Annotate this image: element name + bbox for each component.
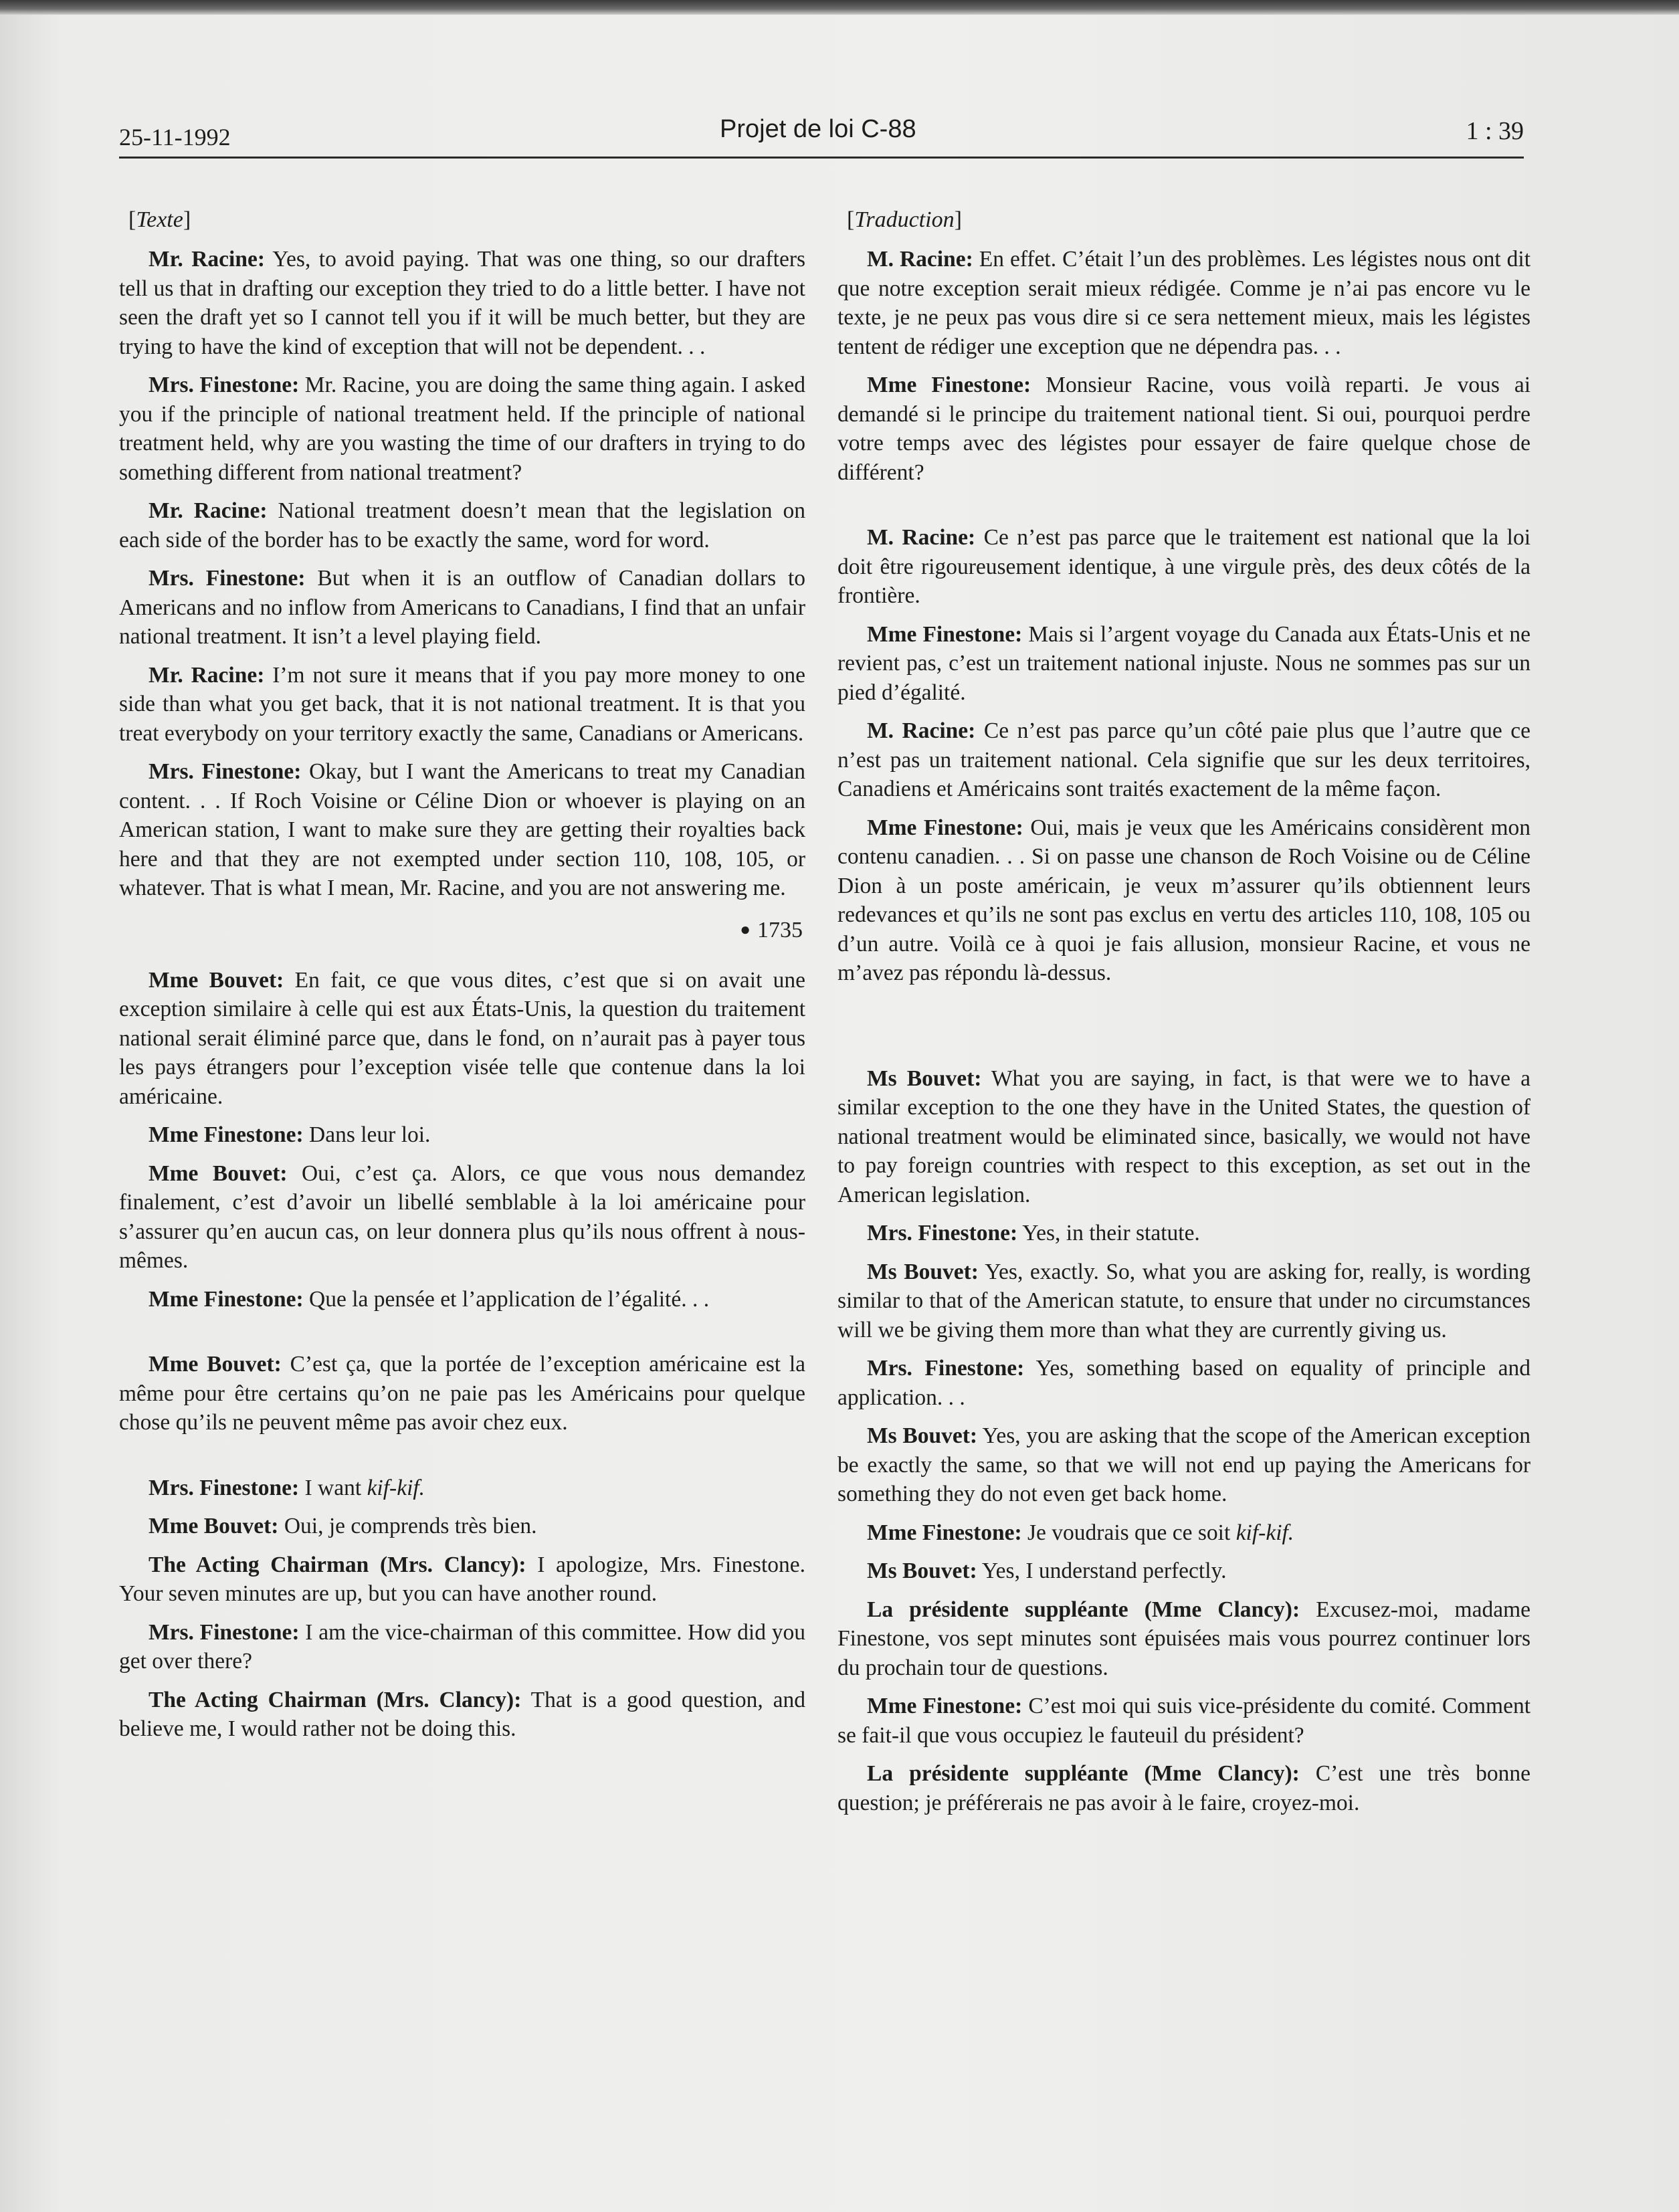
- speech-text: Oui, mais je veux que les Américains considèrent mon contenu canadien. . . Si on passe une chanson de Roch Voisine ou de Céline Dion à un poste américain, je veux m’assurer qu’ils obtiennent leurs redevances et qu’ils ne sont pas exclus en vertu des articles 110, 108, 105 ou d’un autre. Voilà ce à quoi je fais allusion, monsieur Racine, et vous ne m’avez pas répondu là-dessus.: [837, 815, 1531, 985]
- bullet-icon: ●: [740, 919, 751, 939]
- speech-text: Dans leur loi.: [309, 1122, 431, 1147]
- speech-text: Monsieur Racine, vous voilà reparti. Je vous ai demandé si le principe du traitement national tient. Si oui, pourquoi perdre votre temps avec des légistes pour essayer de faire quelque chose de différent?: [837, 373, 1531, 485]
- dialogue-paragraph: [119, 1512, 805, 1541]
- dialogue-paragraph: [119, 1474, 805, 1503]
- dialogue-paragraph: [837, 716, 1530, 804]
- speaker-name: The Acting Chairman (Mrs. Clancy):: [149, 1687, 522, 1712]
- header-date: 25-11-1992: [119, 124, 231, 150]
- dialogue-paragraph: [837, 1064, 1530, 1210]
- dialogue-paragraph: [119, 1285, 805, 1314]
- left-column: [119, 198, 805, 1753]
- speaker-name: Mr. Racine:: [149, 498, 268, 523]
- speaker-name: Ms Bouvet:: [867, 1423, 978, 1448]
- dialogue-paragraph: [119, 1120, 805, 1150]
- dialogue-paragraph: [837, 1258, 1530, 1345]
- dialogue-paragraph: [837, 1692, 1530, 1750]
- speech-text: Mais si l’argent voyage du Canada aux États-Unis et ne revient pas, c’est un traitement national injuste. Nous ne sommes pas sur un pied d’égalité.: [837, 621, 1531, 705]
- dialogue-paragraph: [119, 245, 805, 361]
- header-title: Projet de loi C-88: [720, 115, 916, 143]
- speech-text: En effet. C’était l’un des problèmes. Les légistes nous ont dit que notre exception serait mieux rédigée. Comme je n’ai pas encore vu le texte, je ne peux pas vous dire si ce sera nettement mieux, mais les légistes tentent de rédiger une exception que ne dépendra pas. . .: [837, 247, 1530, 359]
- time-stamp: ● 1735: [740, 917, 803, 942]
- speech-text: National treatment doesn’t mean that the legislation on each side of the border has to be exactly the same, word for word.: [119, 498, 806, 552]
- dialogue-paragraph: [837, 813, 1530, 988]
- speech-text: C’est une très bonne question; je préférerais ne pas avoir à le faire, croyez-moi.: [837, 1761, 1531, 1815]
- speaker-name: M. Racine:: [867, 525, 976, 550]
- dialogue-paragraph: [837, 1421, 1530, 1509]
- left-paras-b: [119, 966, 805, 1314]
- left-paras-c: [119, 1350, 805, 1437]
- dialogue-paragraph: [837, 1556, 1530, 1586]
- dialogue-paragraph: [119, 496, 805, 555]
- speech-text: C’est ça, que la portée de l’exception américaine est la même pour être certains qu’on ne paie pas les Américains pour quelque chose qu’ils ne peuvent même pas avoir chez eux.: [119, 1352, 805, 1435]
- speaker-name: Mme Bouvet:: [149, 1161, 288, 1186]
- speech-text: Yes, exactly. So, what you are asking for, really, is wording similar to that of the American statute, to ensure that under no circumstances will we be giving them more than what they are currently giving us.: [837, 1259, 1530, 1342]
- dialogue-paragraph: [119, 564, 805, 651]
- speaker-name: Ms Bouvet:: [867, 1259, 979, 1284]
- speaker-name: Mrs. Finestone:: [149, 566, 306, 591]
- left-paras-d: [119, 1474, 805, 1744]
- section-label-right: [Traduction]: [847, 207, 962, 232]
- speech-text: Oui, je comprends très bien.: [284, 1514, 537, 1538]
- dialogue-paragraph: [837, 620, 1530, 708]
- speaker-name: M. Racine:: [867, 718, 976, 743]
- right-paras-a: [837, 245, 1530, 487]
- speech-text: Mr. Racine, you are doing the same thing again. I asked you if the principle of national treatment held. If the principle of national treatment held, why are you wasting the time of our drafters in trying to do something different from national treatment?: [119, 373, 805, 485]
- speech-text: Yes, you are asking that the scope of the American exception be exactly the same, so that we will not end up paying the Americans for something they do not even get back home.: [837, 1423, 1531, 1506]
- speaker-name: Mme Finestone:: [867, 1520, 1022, 1545]
- speaker-name: Mme Finestone:: [867, 373, 1031, 397]
- speaker-name: La présidente suppléante (Mme Clancy):: [867, 1597, 1300, 1622]
- speaker-name: Ms Bouvet:: [867, 1066, 982, 1091]
- speaker-name: Mrs. Finestone:: [867, 1356, 1025, 1381]
- speech-text: Excusez-moi, madame Finestone, vos sept minutes sont épuisées mais vous pourrez continuer lors du prochain tour de questions.: [837, 1597, 1530, 1680]
- emphasis-text: kif-kif.: [367, 1475, 425, 1500]
- speech-text: That is a good question, and believe me, I would rather not be doing this.: [119, 1687, 805, 1741]
- dialogue-paragraph: [837, 1354, 1530, 1412]
- speech-text: Yes, to avoid paying. That was one thing, so our drafters tell us that in drafting our exception they tried to do a little better. I have not seen the draft yet so I cannot tell you if it will be much better, but they are trying to have the kind of exception that will not be dependent. . .: [119, 247, 806, 359]
- speaker-name: Mme Finestone:: [149, 1286, 304, 1312]
- header-page-number: 1 : 39: [1466, 117, 1524, 145]
- dialogue-paragraph: [837, 371, 1530, 487]
- speaker-name: La présidente suppléante (Mme Clancy):: [867, 1761, 1300, 1786]
- speech-text: Yes, in their statute.: [1022, 1221, 1200, 1245]
- speaker-name: The Acting Chairman (Mrs. Clancy):: [149, 1552, 526, 1577]
- speech-text: I’m not sure it means that if you pay more money to one side than what you get back, that it is not national treatment. It is that you treat everybody on your territory exactly the same, Canadians or Americans.: [119, 662, 806, 746]
- speaker-name: Mrs. Finestone:: [149, 759, 302, 784]
- speech-text: Je voudrais que ce soit: [1027, 1520, 1236, 1545]
- speaker-name: Mrs. Finestone:: [867, 1221, 1018, 1245]
- speech-text: I want: [304, 1475, 367, 1500]
- speaker-name: Mr. Racine:: [149, 662, 265, 688]
- speech-text: Yes, something based on equality of principle and application. . .: [837, 1356, 1530, 1410]
- left-paras-a: [119, 245, 805, 903]
- speech-text: I apologize, Mrs. Finestone. Your seven minutes are up, but you can have another round.: [119, 1552, 806, 1606]
- right-paras-b: [837, 523, 1530, 988]
- speaker-name: Mme Bouvet:: [149, 967, 284, 993]
- speech-text: What you are saying, in fact, is that were we to have a similar exception to the one they have in the United States, the question of national treatment would be eliminated since, basically, we would not have to pay foreign countries with respect to this exception, as set out in the American legislation.: [837, 1066, 1530, 1207]
- page-header: [119, 112, 1524, 159]
- dialogue-paragraph: [119, 1159, 805, 1276]
- dialogue-paragraph: [119, 1686, 805, 1744]
- speech-text: I am the vice-chairman of this committee. How did you get over there?: [119, 1619, 805, 1674]
- right-column: [837, 198, 1530, 1827]
- speaker-name: Mrs. Finestone:: [149, 1475, 300, 1500]
- right-paras-c: [837, 1064, 1530, 1818]
- dialogue-paragraph: [119, 371, 805, 487]
- speaker-name: Mme Finestone:: [867, 621, 1023, 647]
- speaker-name: Mme Finestone:: [867, 815, 1023, 840]
- dialogue-paragraph: [837, 245, 1530, 361]
- speaker-name: Mme Finestone:: [867, 1694, 1023, 1718]
- dialogue-paragraph: [837, 1759, 1530, 1817]
- dialogue-paragraph: [837, 1219, 1530, 1248]
- speech-text: Que la pensée et l’application de l’égalité. . .: [309, 1286, 710, 1312]
- emphasis-text: kif-kif.: [1236, 1520, 1294, 1545]
- speaker-name: M. Racine:: [867, 247, 973, 272]
- speaker-name: Mrs. Finestone:: [149, 373, 300, 397]
- speaker-name: Mme Finestone:: [149, 1122, 304, 1147]
- speech-text: But when it is an outflow of Canadian dollars to Americans and no inflow from Americans to Canadians, I find that an unfair national treatment. It isn’t a level playing field.: [119, 566, 806, 649]
- speech-text: Ce n’est pas parce que le traitement est national que la loi doit être rigoureusement identique, à une virgule près, des deux côtés de la frontière.: [837, 525, 1530, 608]
- scan-edge: [0, 0, 1679, 15]
- speaker-name: Mme Bouvet:: [149, 1352, 282, 1377]
- speaker-name: Mr. Racine:: [149, 247, 266, 272]
- speech-text: En fait, ce que vous dites, c’est que si on avait une exception similaire à celle qui est aux États-Unis, la question du traitement national serait éliminé parce que, dans le fond, on n’aurait pas à payer tous les pays étrangers pour l’exception visée telle que contenue dans la loi américaine.: [119, 967, 805, 1109]
- speech-text: Oui, c’est ça. Alors, ce que vous nous demandez finalement, c’est d’avoir un libellé semblable à la loi américaine pour s’assurer qu’en aucun cas, on leur donnera plus qu’ils nous offrent à nous-mêmes.: [119, 1161, 805, 1273]
- dialogue-paragraph: [837, 523, 1530, 611]
- speech-text: C’est moi qui suis vice-présidente du comité. Comment se fait-il que vous occupiez le fauteuil du président?: [837, 1694, 1531, 1748]
- dialogue-paragraph: [119, 966, 805, 1112]
- dialogue-paragraph: [119, 1550, 805, 1609]
- dialogue-paragraph: [119, 757, 805, 903]
- speaker-name: Mrs. Finestone:: [149, 1619, 300, 1645]
- dialogue-paragraph: [119, 1618, 805, 1676]
- dialogue-paragraph: [119, 1350, 805, 1437]
- speech-text: Okay, but I want the Americans to treat my Canadian content. . . If Roch Voisine or Céline Dion or whoever is playing on an American station, I want to make sure they are getting their royalties back here and that they are not exempted under section 110, 108, 105, or whatever. That is what I mean, Mr. Racine, and you are not answering me.: [119, 759, 805, 900]
- dialogue-paragraph: [837, 1518, 1530, 1548]
- speech-text: Ce n’est pas parce qu’un côté paie plus que l’autre que ce n’est pas un traitement national. Cela signifie que sur les deux territoires, Canadiens et Américains sont traités exactement de la même façon.: [837, 718, 1530, 801]
- speech-text: Yes, I understand perfectly.: [981, 1559, 1227, 1583]
- dialogue-paragraph: [837, 1595, 1530, 1683]
- speaker-name: Mme Bouvet:: [149, 1514, 279, 1538]
- dialogue-paragraph: [119, 661, 805, 748]
- section-label-left: [Texte]: [128, 207, 191, 232]
- speaker-name: Ms Bouvet:: [867, 1559, 977, 1583]
